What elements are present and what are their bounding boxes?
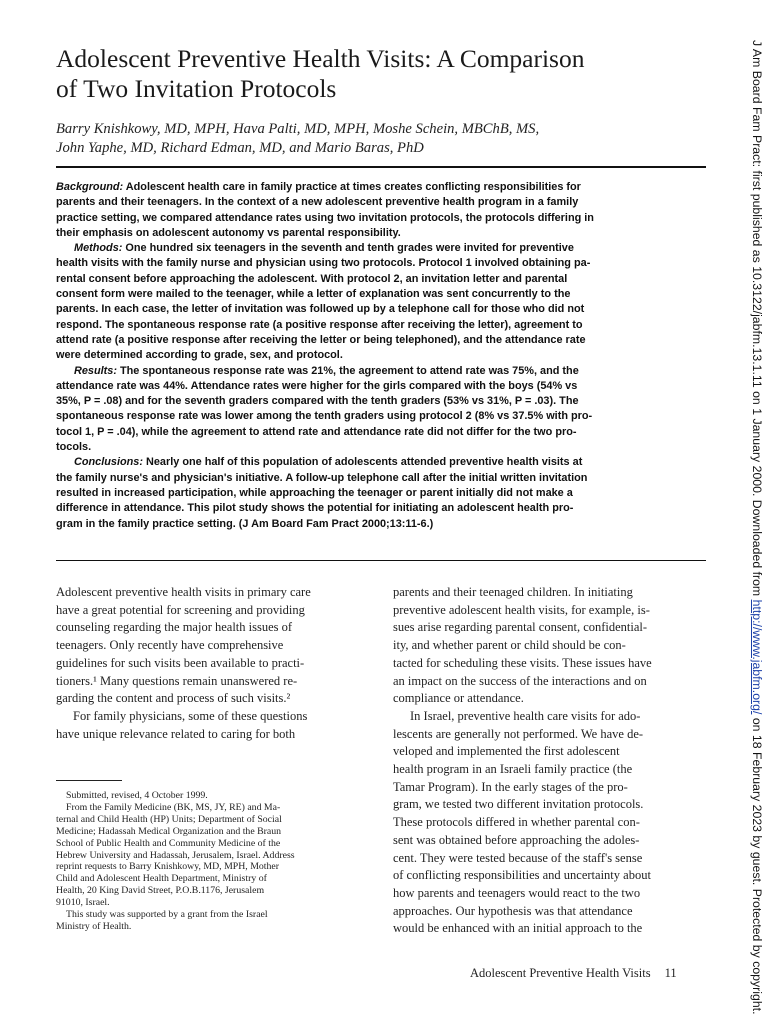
body-line: veloped and implemented the first adolescent (393, 744, 620, 759)
title-line: Adolescent Preventive Health Visits: A Comparison (56, 44, 585, 73)
body-line: cent. They were tested because of the staff's sense (393, 850, 643, 865)
title-line: of Two Invitation Protocols (56, 74, 337, 103)
abstract-line: tocol 1, P = .04), while the agreement to attend rate and attendance rate did not differ for the two pro- (56, 425, 577, 438)
abstract-line: parents and their teenagers. In the context of a new adolescent preventive health program in a family (56, 196, 579, 209)
abstract-line: parents. In each case, the letter of invitation was followed up by a telephone call for those who did not (56, 303, 585, 316)
body-right-column (393, 584, 713, 938)
article-title (56, 44, 716, 104)
abstract-line: attendance rate was 44%. Attendance rates were higher for the girls compared with the boys (54% vs (56, 379, 578, 392)
abstract-rule (56, 560, 706, 561)
body-left-column (56, 584, 376, 743)
abstract-line: consent form were mailed to the teenager, while a letter of explanation was sent concurrently to the (56, 288, 571, 301)
body-line: For family physicians, some of these questions (73, 708, 308, 723)
body-line: tioners.¹ Many questions remain unanswered re- (56, 673, 298, 688)
author-list (56, 120, 716, 158)
abstract-line: resulted in increased participation, while approaching the teenager or parent initially did not make a (56, 486, 573, 499)
body-line: of conflicting responsibilities and uncertainty about (393, 868, 651, 883)
body-line: have a great potential for screening and providing (56, 602, 305, 617)
footnote-rule (56, 780, 122, 781)
running-title: Adolescent Preventive Health Visits (470, 966, 651, 980)
body-line: sent was obtained before approaching the adoles- (393, 832, 640, 847)
body-line: approaches. Our hypothesis was that attendance (393, 903, 633, 918)
abstract-line: difference in attendance. This pilot study shows the potential for initiating an adolescent health pro- (56, 502, 574, 515)
footnote-line: Hebrew University and Hadassah, Jerusalem, Israel. Address (56, 849, 295, 861)
page-footer (470, 966, 710, 981)
footnote-line: Ministry of Health. (56, 920, 132, 932)
footnote-line: ternal and Child Health (HP) Units; Department of Social (56, 813, 282, 825)
abstract-line: Results: The spontaneous response rate was 21%, the agreement to attend rate was 75%, and the (74, 364, 579, 377)
body-line: gram, we tested two different invitation protocols. (393, 797, 644, 812)
body-line: teenagers. Only recently have comprehensive (56, 638, 284, 653)
body-line: health program in an Israeli family practice (the (393, 762, 633, 777)
abstract-line: were determined according to grade, sex, and protocol. (56, 349, 343, 362)
abstract-line: spontaneous response rate was lower among the tenth graders using protocol 2 (8% vs 37.5% with pro- (56, 410, 593, 423)
body-line: preventive adolescent health visits, for example, is- (393, 602, 650, 617)
footnote-line: School of Public Health and Community Medicine of the (56, 837, 281, 849)
abstract-line: 35%, P = .08) and for the seventh graders compared with the tenth graders (53% vs 31%, P = .03). The (56, 395, 579, 408)
footnote-line: Child and Adolescent Health Department, Ministry of (56, 873, 267, 885)
author-line: John Yaphe, MD, Richard Edman, MD, and Mario Baras, PhD (56, 140, 424, 156)
footnote-line: reprint requests to Barry Knishkowy, MD, MPH, Mother (56, 861, 280, 873)
abstract-line: tocols. (56, 441, 92, 454)
body-line: how parents and teenagers would react to the two (393, 885, 641, 900)
sidebar-text (750, 40, 764, 1015)
footnote-line: 91010, Israel. (56, 897, 110, 909)
abstract-line: respond. The spontaneous response rate (a positive response after receiving the letter), agreement to (56, 318, 583, 331)
body-line: Adolescent preventive health visits in primary care (56, 585, 311, 599)
body-line: These protocols differed in whether parental con- (393, 815, 640, 830)
body-line: lescents are generally not performed. We have de- (393, 726, 644, 741)
body-line: Tamar Program). In the early stages of the pro- (393, 779, 628, 794)
results-label: Results: (74, 364, 117, 377)
page-number: 11 (664, 966, 677, 980)
abstract-line: Methods: One hundred six teenagers in the seventh and tenth grades were invited for preventive (74, 242, 574, 255)
body-line: counseling regarding the major health issues of (56, 620, 293, 635)
abstract-line: rental consent before approaching the adolescent. With protocol 2, an invitation letter and parental (56, 272, 568, 285)
body-line: guidelines for such visits been available to practi- (56, 655, 305, 670)
footnote-line: Submitted, revised, 4 October 1999. (66, 790, 208, 801)
footnote-line: From the Family Medicine (BK, MS, JY, RE) and Ma- (66, 801, 281, 813)
body-line: an impact on the success of the interactions and on (393, 673, 647, 688)
body-line: have unique relevance related to caring for both (56, 726, 296, 741)
abstract-line: gram in the family practice setting. (J Am Board Fam Pract 2000;13:11-6.) (56, 517, 434, 530)
methods-label: Methods: (74, 242, 123, 255)
journal-link[interactable]: http://www.jabfm.org/ (750, 599, 764, 715)
background-label: Background: (56, 181, 124, 193)
body-line: In Israel, preventive health care visits for ado- (410, 708, 641, 723)
abstract-line: attend rate (a positive response after receiving the letter or being telephoned), and the attendance rate (56, 333, 586, 346)
conclusions-label: Conclusions: (74, 456, 143, 469)
abstract-line: health visits with the family nurse and physician using two protocols. Protocol 1 involved obtaining pa- (56, 257, 591, 270)
copyright-sidebar (746, 40, 766, 1015)
abstract (56, 180, 706, 532)
body-line: compliance or attendance. (393, 691, 524, 706)
footnote-line: Medicine; Hadassah Medical Organization and the Braun (56, 825, 282, 837)
footnote-line: Health, 20 King David Street, P.O.B.1176, Jerusalem (56, 885, 265, 897)
author-line: Barry Knishkowy, MD, MPH, Hava Palti, MD, MPH, Moshe Schein, MBChB, MS, (56, 121, 540, 137)
abstract-line: practice setting, we compared attendance rates using two invitation protocols, the protocols differing in (56, 211, 594, 224)
body-line: parents and their teenaged children. In initiating (393, 585, 633, 599)
abstract-line: Background: Adolescent health care in family practice at times creates conflicting responsibilities for (56, 181, 581, 193)
header-rule (56, 166, 706, 168)
body-line: garding the content and process of such visits.² (56, 691, 291, 706)
sidebar-prefix: J Am Board Fam Pract: first published as 10.3122/jabfm.13.1.11 on 1 January 2000. Downloaded from (750, 40, 764, 600)
footnote (56, 790, 376, 933)
abstract-line: their emphasis on adolescent autonomy vs parental responsibility. (56, 226, 401, 239)
sidebar-suffix: on 18 February 2023 by guest. Protected by copyright. (750, 714, 764, 1015)
body-line: sues arise regarding parental consent, confidential- (393, 620, 648, 635)
footnote-line: This study was supported by a grant from the Israel (66, 909, 268, 921)
abstract-line: the family nurse's and physician's initiative. A follow-up telephone call after the initial written invitation (56, 471, 588, 484)
body-line: would be enhanced with an initial approach to the (393, 921, 643, 936)
body-line: tacted for scheduling these visits. These issues have (393, 655, 652, 670)
abstract-line: Conclusions: Nearly one half of this population of adolescents attended preventive health visits at (74, 456, 583, 469)
body-line: ity, and whether parent or child should be con- (393, 638, 626, 653)
